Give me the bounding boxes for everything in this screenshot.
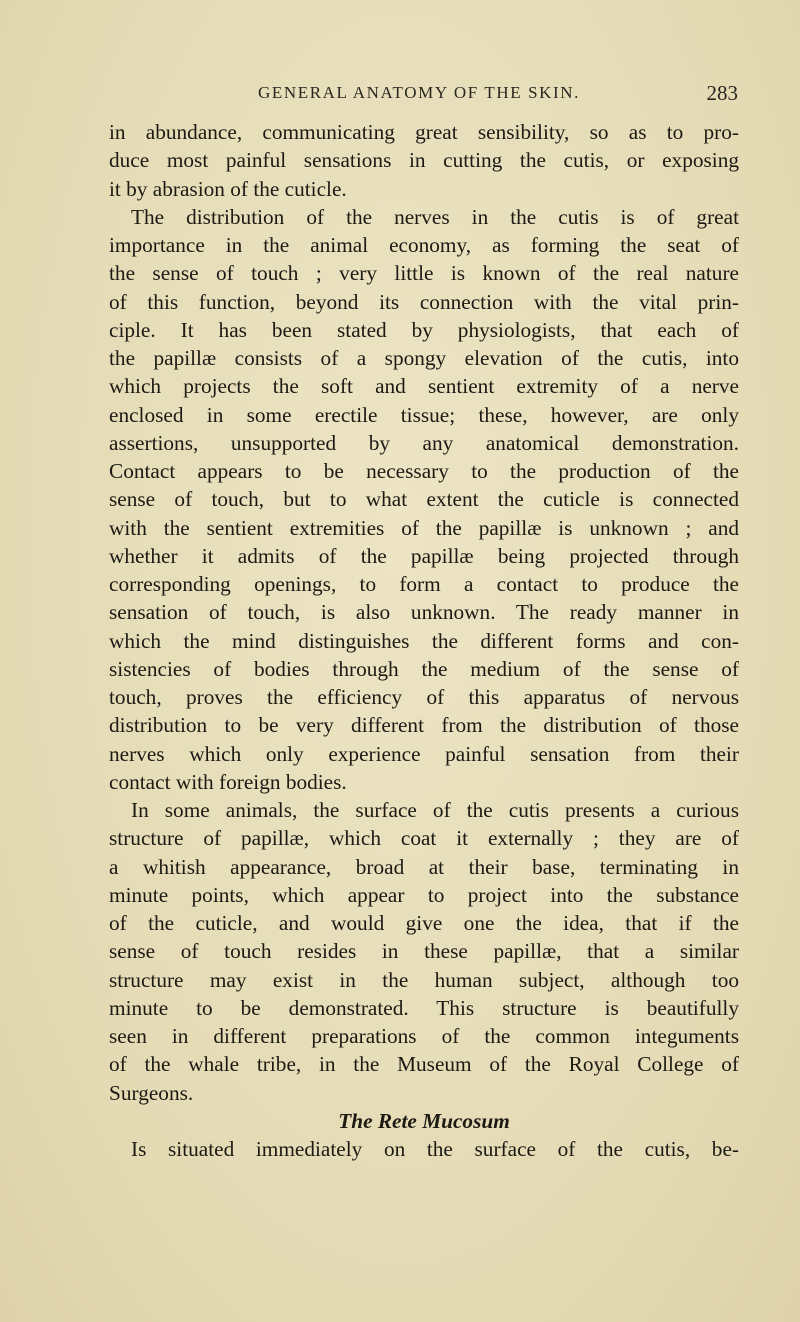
- text-line: seen in different preparations of the common integuments: [109, 1024, 739, 1048]
- text-line: In some animals, the surface of the cutis presents a curious: [131, 798, 739, 822]
- text-line: in abundance, communicating great sensibility, so as to pro-: [109, 120, 739, 144]
- text-line: it by abrasion of the cuticle.: [109, 176, 347, 201]
- text-line: duce most painful sensations in cutting the cutis, or exposing: [109, 148, 739, 173]
- text-line: with the sentient extremities of the papillæ is unknown ; and: [109, 515, 739, 540]
- text-line: of the cuticle, and would give one the idea, that if the: [109, 911, 739, 935]
- text-line: sistencies of bodies through the medium of the sense of: [109, 656, 739, 681]
- text-line: touch, proves the efficiency of this apparatus of nervous: [109, 685, 739, 709]
- text-line: nerves which only experience painful sensation from their: [109, 741, 739, 766]
- text-line: contact with foreign bodies.: [109, 769, 347, 794]
- text-line: assertions, unsupported by any anatomical demonstration.: [109, 430, 739, 455]
- text-line: distribution to be very different from the distribution of those: [109, 713, 739, 738]
- text-line: which projects the soft and sentient extremity of a nerve: [109, 374, 739, 399]
- text-line: The distribution of the nerves in the cutis is of great: [131, 204, 739, 229]
- text-line: minute points, which appear to project into the substance: [109, 882, 739, 907]
- running-head: [108, 83, 738, 113]
- body-text: [109, 118, 739, 1163]
- text-line: sensation of touch, is also unknown. The ready manner in: [109, 600, 739, 625]
- text-line: structure of papillæ, which coat it externally ; they are of: [109, 826, 739, 851]
- text-line: Surgeons.: [109, 1080, 194, 1105]
- running-title: GENERAL ANATOMY OF THE SKIN.: [258, 83, 581, 102]
- text-line: the papillæ consists of a spongy elevation of the cutis, into: [109, 346, 739, 370]
- text-line: sense of touch resides in these papillæ, that a similar: [109, 939, 739, 964]
- text-line: importance in the animal economy, as forming the seat of: [109, 233, 739, 257]
- text-line: sense of touch, but to what extent the cuticle is connected: [109, 487, 739, 512]
- text-line: of this function, beyond its connection with the vital prin-: [109, 289, 739, 314]
- text-line: whether it admits of the papillæ being projected through: [109, 543, 739, 568]
- text-line: Is situated immediately on the surface of the cutis, be-: [131, 1137, 739, 1161]
- page-number: 283: [706, 81, 738, 105]
- text-line: corresponding openings, to form a contact to produce the: [109, 572, 739, 596]
- text-line: enclosed in some erectile tissue; these, however, are only: [109, 402, 739, 427]
- text-line: ciple. It has been stated by physiologists, that each of: [109, 317, 739, 342]
- text-line: a whitish appearance, broad at their base, terminating in: [109, 854, 739, 879]
- section-heading: The Rete Mucosum: [338, 1108, 510, 1133]
- text-line: Contact appears to be necessary to the production of the: [109, 459, 739, 483]
- text-line: structure may exist in the human subject, although too: [109, 967, 739, 992]
- text-line: which the mind distinguishes the different forms and con-: [109, 628, 739, 653]
- text-line: the sense of touch ; very little is known of the real nature: [109, 261, 739, 286]
- text-line: minute to be demonstrated. This structure is beautifully: [109, 995, 739, 1020]
- text-line: of the whale tribe, in the Museum of the Royal College of: [109, 1052, 739, 1077]
